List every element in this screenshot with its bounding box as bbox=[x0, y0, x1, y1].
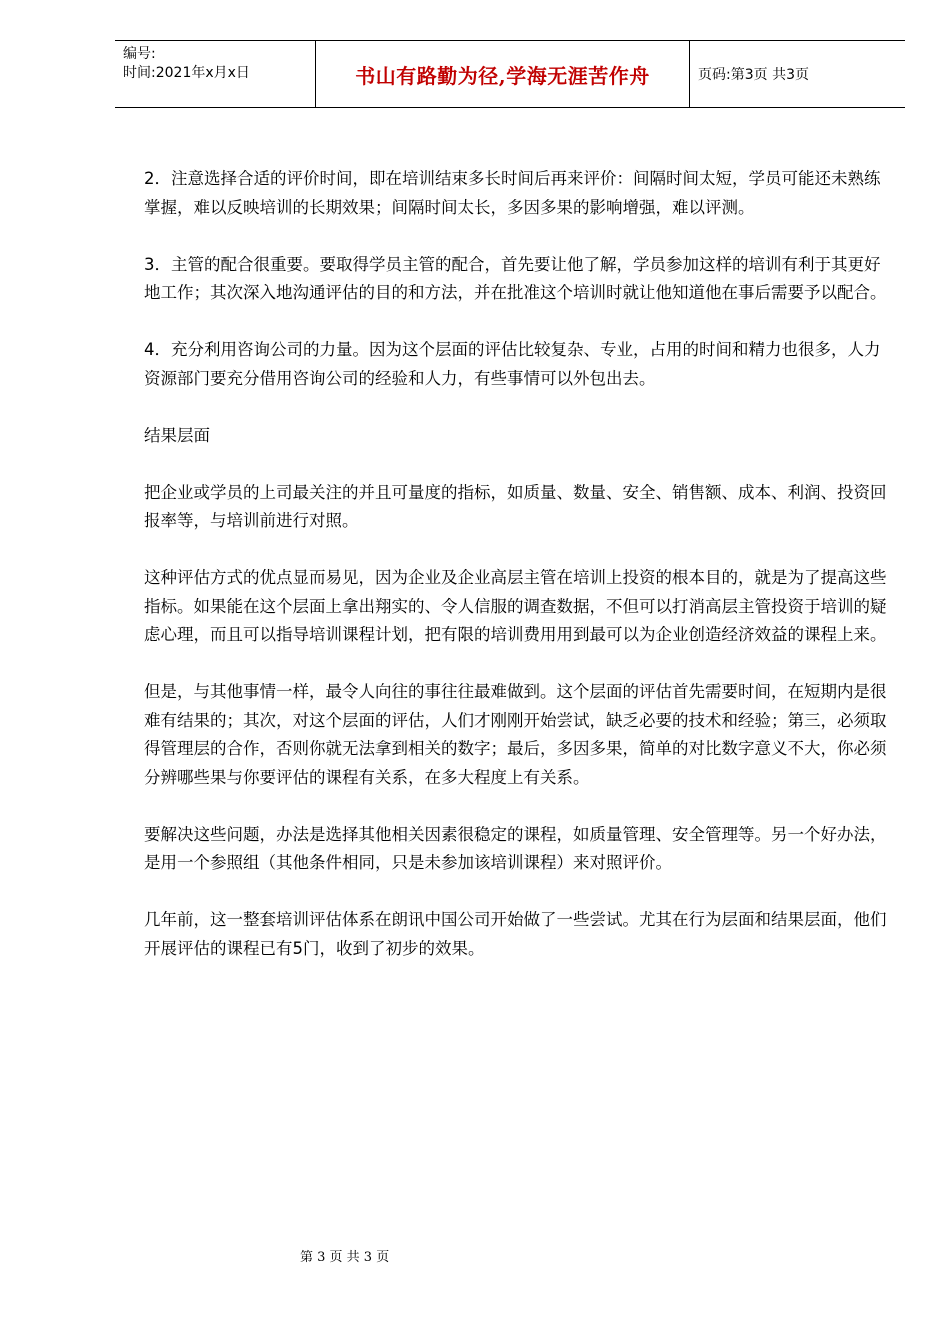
section-heading: 结果层面 bbox=[144, 425, 210, 445]
paragraph: 把企业或学员的上司最关注的并且可量度的指标，如质量、数量、安全、销售额、成本、利润、投资回报率等，与培训前进行对照。 bbox=[144, 482, 887, 530]
header-motto: 书山有路勤为径,学海无涯苦作舟 bbox=[316, 41, 690, 107]
paragraph: 这种评估方式的优点显而易见，因为企业及企业高层主管在培训上投资的根本目的，就是为了提高这些指标。如果能在这个层面上拿出翔实的、令人信服的调查数据，不但可以打消高层主管投资于培训的疑虑心理，而且可以指导培训课程计划，把有限的培训费用用到最可以为企业创造经济效益的课程上来。 bbox=[144, 568, 887, 644]
paragraph: 4．充分利用咨询公司的力量。因为这个层面的评估比较复杂、专业，占用的时间和精力也很多，人力资源部门要充分借用咨询公司的经验和人力，有些事情可以外包出去。 bbox=[144, 340, 881, 388]
header-meta-cell bbox=[115, 41, 316, 107]
header-time-label: 时间:2021年x月x日 bbox=[123, 65, 250, 81]
footer-page-number: 第 3 页 共 3 页 bbox=[300, 1250, 390, 1265]
document-body bbox=[144, 165, 894, 992]
paragraph: 3．主管的配合很重要。要取得学员主管的配合，首先要让他了解，学员参加这样的培训有利于其更好地工作；其次深入地沟通评估的目的和方法，并在批准这个培训时就让他知道他在事后需要予以配合。 bbox=[144, 254, 887, 302]
paragraph: 2．注意选择合适的评价时间，即在培训结束多长时间后再来评价：间隔时间太短，学员可能还未熟练掌握，难以反映培训的长期效果；间隔时间太长，多因多果的影响增强，难以评测。 bbox=[144, 169, 881, 217]
page-footer bbox=[0, 1246, 950, 1265]
paragraph: 几年前，这一整套培训评估体系在朗讯中国公司开始做了一些尝试。尤其在行为层面和结果层面，他们开展评估的课程已有5门，收到了初步的效果。 bbox=[144, 910, 887, 958]
header-number-label: 编号: bbox=[123, 46, 156, 62]
paragraph: 要解决这些问题，办法是选择其他相关因素很稳定的课程，如质量管理、安全管理等。另一个好办法，是用一个参照组（其他条件相同，只是未参加该培训课程）来对照评价。 bbox=[144, 824, 887, 872]
paragraph: 但是，与其他事情一样，最令人向往的事往往最难做到。这个层面的评估首先需要时间，在短期内是很难有结果的；其次，对这个层面的评估，人们才刚刚开始尝试，缺乏必要的技术和经验；第三，必须取得管理层的合作，否则你就无法拿到相关的数字；最后，多因多果，简单的对比数字意义不大，你必须分辨哪些果与你要评估的课程有关系，在多大程度上有关系。 bbox=[144, 682, 887, 787]
page-header bbox=[115, 40, 905, 108]
header-page-label: 页码:第3页 共3页 bbox=[698, 67, 809, 83]
